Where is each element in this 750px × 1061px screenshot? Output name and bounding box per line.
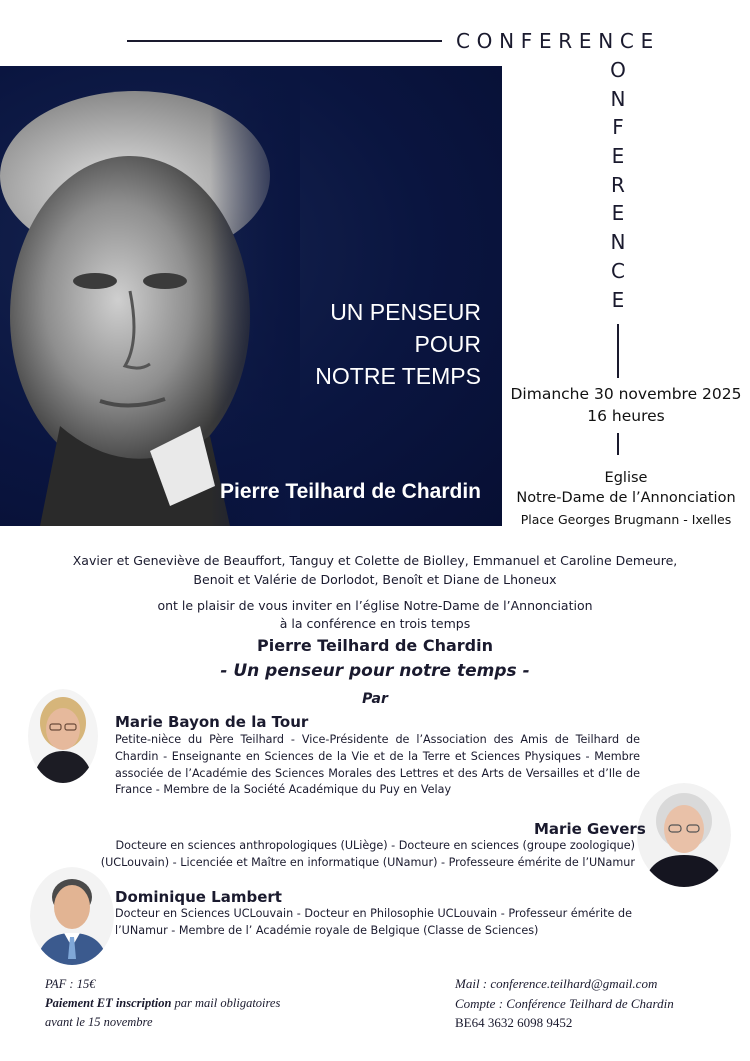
speaker-bio: Petite-nièce du Père Teilhard - Vice-Présidente de l’Association des Amis de Teilhard de Chardin - Enseignante en Sciences de la Vie et de la Terre et Sciences Physiques - Membre associée de l’Académie des Sciences Morales des Lettres et des Arts de Versailles et d’Ile de France - Membre de la Société Académique du Puy en Velay — [115, 733, 640, 797]
event-date: Dimanche 30 novembre 2025 — [510, 385, 742, 403]
conference-vertical-letter: O — [610, 58, 626, 82]
conference-vertical-letter: F — [612, 115, 624, 140]
venue-line: Notre-Dame de l’Annonciation — [516, 490, 736, 506]
payment-note-bold: Paiement ET inscription — [45, 996, 172, 1010]
avatar-marie-bayon — [28, 689, 98, 783]
hero-title-line: NOTRE TEMPS — [315, 363, 481, 389]
conference-vertical-letter: R — [611, 172, 625, 197]
payment-note-rest: par mail obligatoires — [171, 996, 281, 1010]
event-time: 16 heures — [587, 407, 665, 425]
subject-title: - Un penseur pour notre temps - — [220, 661, 530, 681]
payment-note — [45, 994, 280, 1013]
hero-panel — [0, 66, 502, 526]
conference-heading: CONFERENCE — [456, 29, 660, 53]
speaker-name: Marie Bayon de la Tour — [115, 713, 309, 731]
vertical-divider-top — [617, 324, 619, 378]
header-rule — [127, 40, 442, 42]
portrait-photo — [0, 66, 300, 526]
vertical-divider-bottom — [617, 433, 619, 455]
conference-vertical-letter: N — [610, 86, 626, 111]
speaker-bio-line: Docteure en sciences anthropologiques (ULiège) - Docteure en sciences (groupe zoologique) — [115, 839, 635, 852]
hosts-list — [40, 551, 710, 589]
speaker-name: Marie Gevers — [534, 820, 646, 838]
conference-vertical-letters — [606, 56, 630, 314]
conference-vertical-letter: C — [611, 258, 625, 283]
iban: BE64 3632 6098 9452 — [455, 1015, 573, 1030]
speaker-bio: Docteur en Sciences UCLouvain - Docteur en Philosophie UCLouvain - Professeur émérite de l’UNamur - Membre de l’ Académie royale de Belgique (Classe de Sciences) — [115, 907, 632, 937]
invitation-line: à la conférence en trois temps — [279, 616, 471, 631]
paf-price: PAF : 15€ — [45, 977, 96, 991]
conference-vertical-letter: E — [611, 144, 625, 169]
speaker-name: Dominique Lambert — [115, 888, 282, 906]
event-venue — [510, 468, 742, 532]
avatar-dominique-lambert — [30, 867, 114, 965]
invitation-text — [100, 597, 650, 633]
subject-name: Pierre Teilhard de Chardin — [257, 636, 493, 655]
event-date-time — [510, 383, 742, 427]
speaker-bio — [95, 838, 635, 872]
avatar-marie-gevers — [637, 783, 731, 887]
conference-vertical-letter: E — [611, 201, 625, 226]
payment-info — [45, 975, 280, 1032]
hero-title-line: UN PENSEUR — [330, 299, 481, 325]
hero-name: Pierre Teilhard de Chardin — [219, 480, 481, 503]
bank-account: Compte : Conférence Teilhard de Chardin — [455, 995, 674, 1011]
speaker-bio-line: (UCLouvain) - Licenciée et Maître en informatique (UNamur) - Professeure émérite de l’UNamur — [100, 855, 635, 869]
conference-vertical-letter: N — [610, 230, 626, 255]
venue-line: Eglise — [604, 470, 648, 486]
by-label: Par — [362, 691, 388, 707]
contact-info — [455, 974, 674, 1033]
invitation-line: ont le plaisir de vous inviter en l’église Notre-Dame de l’Annonciation — [157, 598, 593, 613]
conference-vertical-letter: E — [611, 287, 625, 312]
hero-title-line: POUR — [414, 331, 481, 357]
contact-mail: Mail : conference.teilhard@gmail.com — [455, 976, 658, 991]
hero-title — [315, 296, 481, 392]
hosts-line: Xavier et Geneviève de Beauffort, Tanguy et Colette de Biolley, Emmanuel et Caroline Demeure, — [72, 553, 678, 568]
payment-deadline: avant le 15 novembre — [45, 1015, 153, 1029]
venue-address: Place Georges Brugmann - Ixelles — [520, 512, 732, 527]
hosts-line: Benoit et Valérie de Dorlodot, Benoît et Diane de Lhoneux — [193, 572, 557, 587]
